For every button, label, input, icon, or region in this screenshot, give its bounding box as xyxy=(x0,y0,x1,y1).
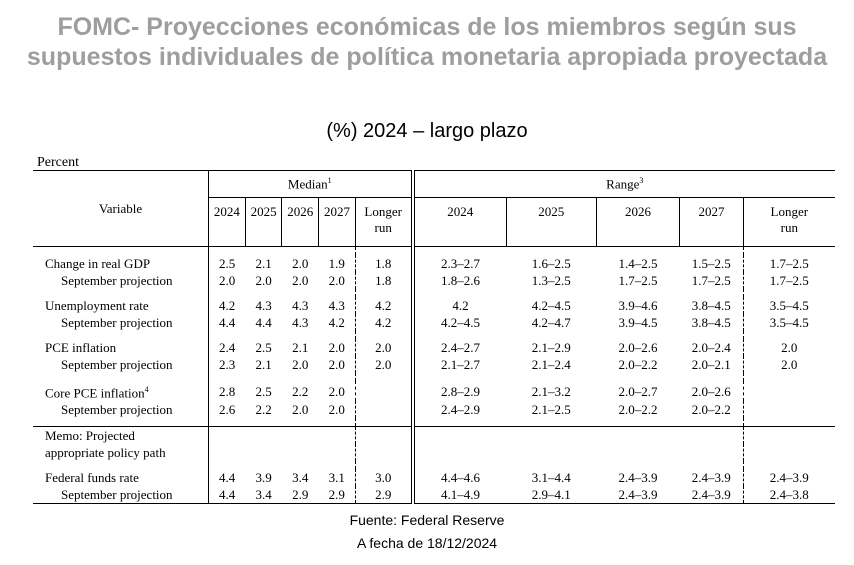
median-cell: 3.1 xyxy=(328,470,345,486)
source-note: Fuente: Federal Reserve xyxy=(349,512,505,528)
range-longer-run-cell: 2.4–3.9 xyxy=(743,469,835,486)
memo-empty-cell xyxy=(282,427,319,445)
row-label-text: September projection xyxy=(61,487,173,503)
range-cell: 4.2 xyxy=(413,297,507,314)
range-cell: 4.2–4.7 xyxy=(531,315,571,330)
median-cell: 2.3 xyxy=(208,356,245,373)
spacer-cell xyxy=(596,247,680,256)
range-cell: 2.4–3.9 xyxy=(596,486,680,504)
median-cell: 3.9 xyxy=(255,470,272,486)
range-cell: 2.4–2.9 xyxy=(413,401,507,418)
median-cell: 4.4 xyxy=(208,486,245,504)
spacer-cell xyxy=(282,418,319,427)
spacer-row xyxy=(33,289,835,297)
page-title: FOMC- Proyecciones económicas de los miembros según sus supuestos individuales de política monetaria apropiada proyectada xyxy=(26,13,828,71)
spacer-cell xyxy=(245,373,282,381)
range-cell: 2.1–2.5 xyxy=(531,402,571,418)
spacer-cell xyxy=(413,247,507,256)
memo-empty-cell xyxy=(680,444,743,461)
range-longer-run-cell: 3.5–4.5 xyxy=(743,297,835,314)
range-cell: 2.1–2.9 xyxy=(531,340,571,355)
row-label xyxy=(33,381,208,401)
spacer-cell xyxy=(413,461,507,469)
range-cell: 2.0–2.6 xyxy=(691,383,731,399)
row-label xyxy=(33,339,208,356)
range-cell: 2.0–2.7 xyxy=(618,383,658,399)
range-year-header: 2024 xyxy=(413,198,507,247)
spacer-cell xyxy=(355,289,412,297)
median-cell: 2.5 xyxy=(208,255,245,272)
spacer-cell xyxy=(743,289,835,297)
median-cell: 4.4 xyxy=(208,314,245,331)
range-cell: 2.4–2.7 xyxy=(413,339,507,356)
spacer-cell xyxy=(413,289,507,297)
spacer-cell xyxy=(33,461,208,469)
range-header-text: Range xyxy=(606,176,640,192)
median-cell: 2.9 xyxy=(319,486,356,504)
median-cell: 4.2 xyxy=(328,315,345,330)
median-longer-run-cell xyxy=(355,401,412,418)
spacer-cell xyxy=(33,331,208,339)
range-cell: 4.1–4.9 xyxy=(413,486,507,504)
spacer-cell xyxy=(33,247,208,256)
range-year-header: 2025 xyxy=(506,198,596,247)
median-year-header: 2025 xyxy=(245,198,282,247)
median-longer-run-header xyxy=(355,198,412,247)
range-cell: 1.7–2.5 xyxy=(691,273,731,288)
spacer-cell xyxy=(596,373,680,381)
memo-empty-cell xyxy=(743,444,835,461)
spacer-cell xyxy=(413,331,507,339)
spacer-cell xyxy=(208,418,245,427)
longer-run-line1: Longer xyxy=(364,204,402,219)
range-longer-run-cell xyxy=(743,401,835,418)
median-longer-run-cell: 3.0 xyxy=(355,469,412,486)
spacer-cell xyxy=(680,289,743,297)
spacer-row xyxy=(33,418,835,427)
memo-empty-cell xyxy=(680,427,743,445)
median-year-header: 2027 xyxy=(319,198,356,247)
median-cell: 2.0 xyxy=(328,273,345,288)
range-footnote: 3 xyxy=(639,175,644,185)
range-longer-run-cell xyxy=(743,381,835,401)
table-row xyxy=(33,297,835,314)
range-cell: 1.7–2.5 xyxy=(618,273,658,288)
median-cell: 4.2 xyxy=(208,297,245,314)
median-cell: 4.3 xyxy=(292,315,309,330)
spacer-cell xyxy=(208,247,245,256)
row-footnote: 4 xyxy=(144,385,149,394)
range-cell: 3.9–4.6 xyxy=(618,298,658,313)
table-row xyxy=(33,469,835,486)
memo-empty-cell xyxy=(355,427,412,445)
spacer-cell xyxy=(355,247,412,256)
median-year-header: 2026 xyxy=(282,198,319,247)
range-cell: 2.0–2.4 xyxy=(691,340,731,355)
median-longer-run-cell: 4.2 xyxy=(355,314,412,331)
median-longer-run-cell: 2.9 xyxy=(355,486,412,504)
table-body xyxy=(33,247,835,504)
range-longer-run-cell: 2.0 xyxy=(743,356,835,373)
row-label-text: Core PCE inflation xyxy=(45,385,145,401)
median-year-header: 2024 xyxy=(208,198,245,247)
spacer-cell xyxy=(319,247,356,256)
row-label-text: Change in real GDP xyxy=(45,256,151,271)
row-label xyxy=(33,356,208,373)
range-cell: 2.3–2.7 xyxy=(413,255,507,272)
range-cell: 2.1–2.4 xyxy=(531,357,571,372)
median-cell: 2.0 xyxy=(292,402,309,418)
spacer-row xyxy=(33,461,835,469)
median-cell: 2.0 xyxy=(328,402,345,418)
memo-empty-cell xyxy=(208,427,245,445)
median-cell: 2.0 xyxy=(328,383,345,399)
memo-empty-cell xyxy=(208,444,245,461)
range-cell: 3.1–4.4 xyxy=(531,470,571,486)
spacer-cell xyxy=(282,247,319,256)
table-row xyxy=(33,381,835,401)
table-header xyxy=(33,171,835,247)
median-longer-run-cell: 1.8 xyxy=(355,255,412,272)
spacer-cell xyxy=(596,461,680,469)
row-label xyxy=(33,255,208,272)
spacer-cell xyxy=(506,461,596,469)
median-cell: 2.9 xyxy=(282,486,319,504)
memo-empty-cell xyxy=(413,444,507,461)
range-cell: 2.0–2.2 xyxy=(618,357,658,372)
spacer-cell xyxy=(319,418,356,427)
table-row xyxy=(33,314,835,331)
table-row xyxy=(33,339,835,356)
table-row xyxy=(33,356,835,373)
spacer-cell xyxy=(245,289,282,297)
spacer-cell xyxy=(208,289,245,297)
row-label xyxy=(33,486,208,504)
memo-empty-cell xyxy=(413,427,507,445)
spacer-cell xyxy=(680,373,743,381)
projections-table-container xyxy=(33,150,835,504)
median-cell: 2.1 xyxy=(255,256,272,271)
range-cell: 2.0–2.2 xyxy=(618,402,658,418)
median-cell: 1.9 xyxy=(328,256,345,271)
row-label xyxy=(33,297,208,314)
range-cell: 4.2–4.5 xyxy=(531,298,571,313)
spacer-cell xyxy=(355,331,412,339)
median-cell: 2.0 xyxy=(208,272,245,289)
memo-empty-cell xyxy=(596,444,680,461)
range-cell: 2.1–2.7 xyxy=(413,356,507,373)
range-cell: 2.0–2.6 xyxy=(618,340,658,355)
memo-row xyxy=(33,444,835,461)
longer-run-line2: run xyxy=(780,220,798,235)
row-label-text: September projection xyxy=(61,357,173,372)
projections-table xyxy=(33,170,835,504)
spacer-cell xyxy=(680,461,743,469)
spacer-cell xyxy=(506,247,596,256)
spacer-cell xyxy=(282,373,319,381)
spacer-cell xyxy=(506,418,596,427)
row-label-text: September projection xyxy=(61,315,173,330)
table-row xyxy=(33,486,835,504)
table-row xyxy=(33,272,835,289)
median-header-text: Median xyxy=(287,176,328,192)
median-footnote: 1 xyxy=(327,175,332,185)
page-subtitle: (%) 2024 – largo plazo xyxy=(326,120,528,142)
spacer-row xyxy=(33,331,835,339)
longer-run-line2: run xyxy=(374,220,392,235)
memo-empty-cell xyxy=(245,444,282,461)
range-cell: 2.4–3.9 xyxy=(680,486,743,504)
row-label-text: September projection xyxy=(61,402,173,418)
memo-empty-cell xyxy=(506,444,596,461)
range-longer-run-cell: 2.0 xyxy=(743,339,835,356)
median-cell: 2.4 xyxy=(208,339,245,356)
median-cell: 2.5 xyxy=(255,340,272,355)
range-cell: 2.0–2.2 xyxy=(691,402,731,418)
range-cell: 1.6–2.5 xyxy=(531,256,571,271)
date-note: A fecha de 18/12/2024 xyxy=(356,535,498,551)
spacer-cell xyxy=(596,289,680,297)
row-label-text: September projection xyxy=(61,273,173,288)
spacer-cell xyxy=(355,373,412,381)
median-longer-run-cell: 2.0 xyxy=(355,339,412,356)
memo-empty-cell xyxy=(596,427,680,445)
spacer-cell xyxy=(319,373,356,381)
spacer-cell xyxy=(245,461,282,469)
row-label xyxy=(33,314,208,331)
spacer-cell xyxy=(319,331,356,339)
spacer-cell xyxy=(355,418,412,427)
median-cell: 2.1 xyxy=(292,340,309,355)
spacer-cell xyxy=(33,289,208,297)
spacer-cell xyxy=(208,373,245,381)
median-cell: 2.8 xyxy=(208,381,245,401)
spacer-cell xyxy=(680,331,743,339)
range-cell: 1.3–2.5 xyxy=(531,273,571,288)
spacer-cell xyxy=(413,373,507,381)
memo-empty-cell xyxy=(282,444,319,461)
range-cell: 3.8–4.5 xyxy=(691,298,731,313)
median-cell: 2.1 xyxy=(255,357,272,372)
range-longer-run-header xyxy=(743,198,835,247)
spacer-cell xyxy=(282,289,319,297)
spacer-cell xyxy=(319,461,356,469)
median-cell: 2.0 xyxy=(292,256,309,271)
row-label xyxy=(33,469,208,486)
range-cell: 2.0–2.1 xyxy=(691,357,731,372)
memo-empty-cell xyxy=(319,427,356,445)
range-cell: 4.4–4.6 xyxy=(413,469,507,486)
spacer-cell xyxy=(506,331,596,339)
range-header xyxy=(413,171,835,198)
spacer-cell xyxy=(596,331,680,339)
median-cell: 2.5 xyxy=(255,383,272,399)
range-cell: 3.8–4.5 xyxy=(691,315,731,330)
spacer-cell xyxy=(743,331,835,339)
spacer-cell xyxy=(245,331,282,339)
spacer-cell xyxy=(355,461,412,469)
median-cell: 2.2 xyxy=(292,383,309,399)
memo-empty-cell xyxy=(319,444,356,461)
table-row xyxy=(33,255,835,272)
spacer-cell xyxy=(743,247,835,256)
range-cell: 2.9–4.1 xyxy=(506,486,596,504)
median-cell: 4.4 xyxy=(255,315,272,330)
longer-run-line1: Longer xyxy=(770,204,809,219)
memo-empty-cell xyxy=(355,444,412,461)
range-cell: 1.4–2.5 xyxy=(618,256,658,271)
median-cell: 3.4 xyxy=(245,486,282,504)
median-cell: 3.4 xyxy=(292,470,309,486)
range-year-header: 2026 xyxy=(596,198,680,247)
spacer-cell xyxy=(282,331,319,339)
variable-header: Variable xyxy=(33,171,208,247)
range-longer-run-cell: 3.5–4.5 xyxy=(743,314,835,331)
spacer-cell xyxy=(245,247,282,256)
range-longer-run-cell: 1.7–2.5 xyxy=(743,272,835,289)
spacer-cell xyxy=(596,418,680,427)
median-cell: 4.4 xyxy=(208,469,245,486)
median-cell: 2.2 xyxy=(255,402,272,418)
spacer-cell xyxy=(282,461,319,469)
median-cell: 2.6 xyxy=(208,401,245,418)
median-cell: 2.0 xyxy=(255,273,272,288)
range-year-header: 2027 xyxy=(680,198,743,247)
median-cell: 2.0 xyxy=(292,273,309,288)
spacer-cell xyxy=(33,373,208,381)
median-longer-run-cell: 4.2 xyxy=(355,297,412,314)
spacer-cell xyxy=(208,331,245,339)
median-cell: 2.0 xyxy=(292,357,309,372)
spacer-cell xyxy=(743,418,835,427)
median-header xyxy=(208,171,412,198)
range-cell: 2.4–3.9 xyxy=(618,470,658,486)
median-cell: 2.0 xyxy=(328,357,345,372)
spacer-cell xyxy=(33,418,208,427)
unit-label: Percent xyxy=(37,155,79,170)
median-cell: 4.3 xyxy=(292,298,309,313)
spacer-cell xyxy=(506,373,596,381)
memo-row xyxy=(33,427,835,445)
range-longer-run-cell: 2.4–3.8 xyxy=(743,486,835,504)
spacer-cell xyxy=(680,418,743,427)
range-cell: 1.5–2.5 xyxy=(691,256,731,271)
row-label xyxy=(33,272,208,289)
row-label-text: PCE inflation xyxy=(45,340,117,355)
range-cell: 3.9–4.5 xyxy=(618,315,658,330)
median-cell: 4.3 xyxy=(328,298,345,313)
row-label-text: Unemployment rate xyxy=(45,298,149,313)
median-longer-run-cell: 2.0 xyxy=(355,356,412,373)
range-cell: 4.2–4.5 xyxy=(413,314,507,331)
memo-empty-cell xyxy=(743,427,835,445)
memo-label: Memo: Projected xyxy=(33,427,208,445)
spacer-cell xyxy=(680,247,743,256)
spacer-cell xyxy=(743,373,835,381)
row-label xyxy=(33,401,208,418)
row-label-text: Federal funds rate xyxy=(45,470,139,486)
median-cell: 2.0 xyxy=(328,340,345,355)
range-cell: 2.8–2.9 xyxy=(413,381,507,401)
spacer-cell xyxy=(319,289,356,297)
median-longer-run-cell xyxy=(355,381,412,401)
median-longer-run-cell: 1.8 xyxy=(355,272,412,289)
memo-label: appropriate policy path xyxy=(45,445,166,461)
spacer-cell xyxy=(208,461,245,469)
range-cell: 1.8–2.6 xyxy=(413,272,507,289)
spacer-cell xyxy=(245,418,282,427)
memo-empty-cell xyxy=(506,427,596,445)
spacer-row xyxy=(33,247,835,256)
spacer-cell xyxy=(506,289,596,297)
memo-empty-cell xyxy=(245,427,282,445)
range-longer-run-cell: 1.7–2.5 xyxy=(743,255,835,272)
range-cell: 2.4–3.9 xyxy=(691,470,731,486)
spacer-cell xyxy=(743,461,835,469)
spacer-row xyxy=(33,373,835,381)
spacer-cell xyxy=(413,418,507,427)
median-cell: 4.3 xyxy=(255,298,272,313)
table-row xyxy=(33,401,835,418)
range-cell: 2.1–3.2 xyxy=(531,383,571,399)
